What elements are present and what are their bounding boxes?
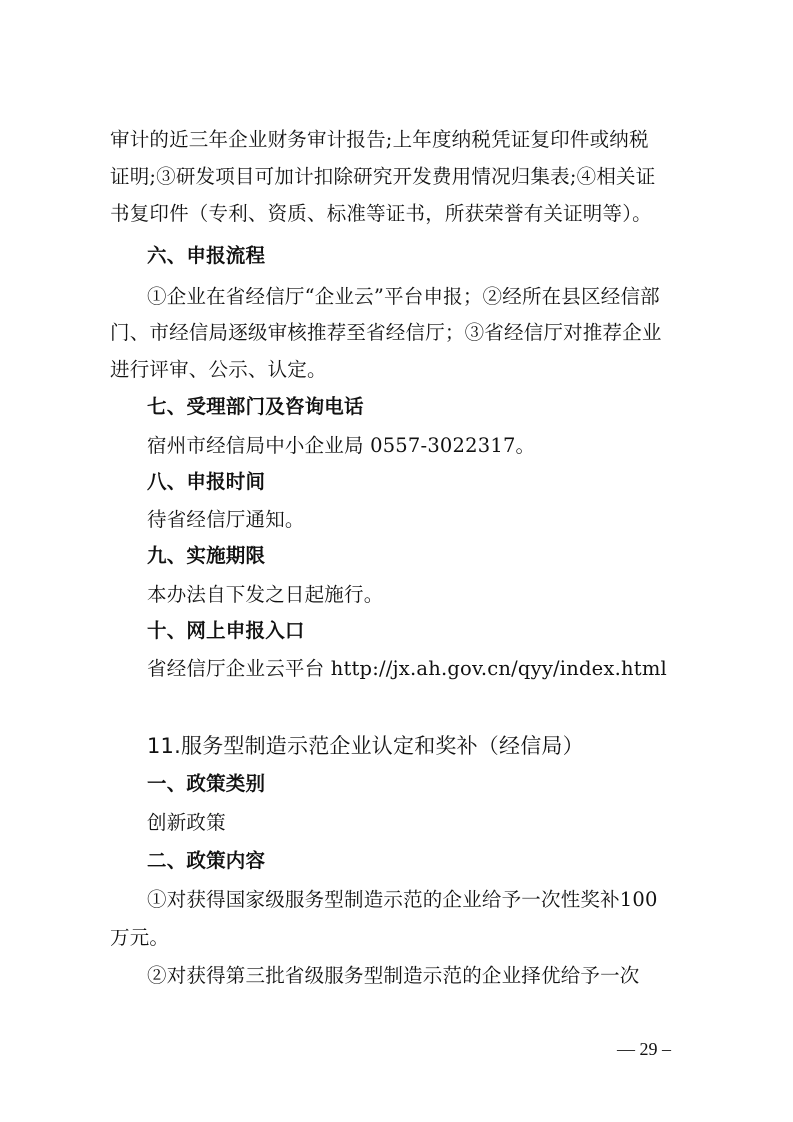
- policy-title: 11.服务型制造示范企业认定和奖补（经信局）: [147, 734, 584, 758]
- body-text-line: ①对获得国家级服务型制造示范的企业给予一次性奖补100: [147, 888, 658, 911]
- online-entry-info: 省经信厅企业云平台 http://jx.ah.gov.cn/qyy/index.html: [147, 657, 667, 680]
- body-text-line: 证明;③研发项目可加计扣除研究开发费用情况归集表;④相关证: [110, 165, 656, 188]
- body-text-line: 审计的近三年企业财务审计报告;上年度纳税凭证复印件或纳税: [110, 128, 649, 151]
- section-heading-application-time: 八、申报时间: [147, 470, 266, 493]
- contact-info: 宿州市经信局中小企业局 0557-3022317。: [147, 434, 536, 457]
- body-text-line: ②对获得第三批省级服务型制造示范的企业择优给予一次: [147, 964, 640, 987]
- body-text-line: 万元。: [110, 926, 170, 949]
- section-heading-implementation-period: 九、实施期限: [147, 544, 266, 567]
- section-heading-application-process: 六、申报流程: [147, 244, 266, 267]
- section-heading-policy-content: 二、政策内容: [147, 849, 266, 872]
- body-text-line: 待省经信厅通知。: [147, 508, 305, 531]
- body-text-line: 门、市经信局逐级审核推荐至省经信厅；③省经信厅对推荐企业: [110, 321, 662, 344]
- section-heading-online-entry: 十、网上申报入口: [147, 619, 305, 642]
- body-text-line: 书复印件（专利、资质、标准等证书，所获荣誉有关证明等）。: [110, 202, 652, 225]
- section-heading-contact: 七、受理部门及咨询电话: [147, 395, 364, 418]
- body-text-line: ①企业在省经信厅“企业云”平台申报；②经所在县区经信部: [147, 285, 660, 308]
- page-number: — 29 –: [617, 1039, 671, 1059]
- section-heading-policy-category: 一、政策类别: [147, 772, 266, 795]
- body-text-line: 创新政策: [147, 811, 226, 834]
- body-text-line: 本办法自下发之日起施行。: [147, 583, 384, 606]
- body-text-line: 进行评审、公示、认定。: [110, 358, 327, 381]
